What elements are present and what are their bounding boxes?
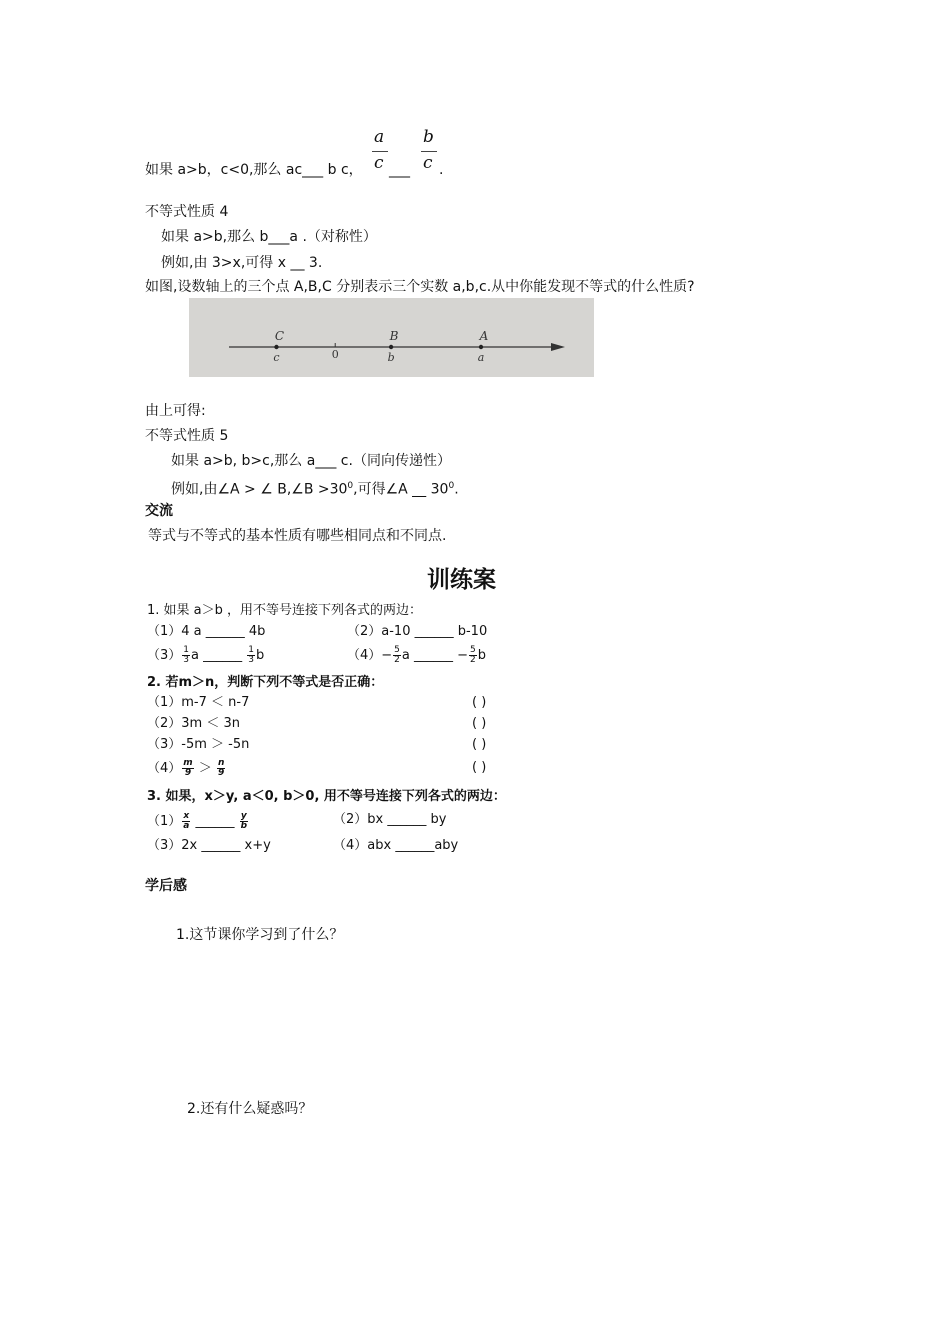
property4-line1: 如果 a>b,那么 b___a .（对称性）: [161, 229, 377, 245]
property5-line2: 例如,由∠A > ∠ B,∠B $>30^0$,可得∠A __ $30^0$.: [171, 481, 459, 498]
frac-a-denominator: c: [374, 153, 384, 173]
q2-item2: （2）3m ＜ 3n: [147, 716, 240, 731]
number-line-image: [189, 298, 594, 377]
fraction: $\frac{x}{a}$: [183, 811, 190, 831]
point-label-B: B: [389, 329, 399, 343]
property5-heading: 不等式性质 5: [145, 428, 229, 444]
q1-item3: （3） $\frac{1}{3}$ a ______ $\frac{1}{3}$ b: [147, 645, 265, 665]
q2-answer-paren-1[interactable]: ( ): [472, 695, 487, 710]
q2-stem: 2. 若m＞n，判断下列不等式是否正确：: [147, 675, 384, 690]
q3-item4: （4）abx ______aby: [333, 838, 459, 853]
reflection-heading: 学后感: [145, 878, 187, 894]
q3-item1: （1） $\frac{x}{a}$ ______ $\frac{y}{b}$: [147, 811, 248, 831]
frac-b-denominator: c: [423, 153, 433, 173]
fraction: $\frac{5}{2}$: [470, 645, 476, 665]
frac-b-numerator: b: [423, 127, 434, 147]
exchange-heading: 交流: [145, 503, 173, 519]
zero-label: 0: [331, 348, 339, 361]
point-label-C: C: [274, 329, 285, 343]
point-label-A: A: [479, 329, 489, 343]
q2-answer-paren-2[interactable]: ( ): [472, 716, 487, 731]
number-line-point-B: [389, 345, 393, 349]
q3-item3: （3）2x ______ x+y: [147, 838, 271, 853]
q1-item4: （4）− $\frac{5}{2}$ a ______ − $\frac{5}{2}$ b: [347, 645, 487, 665]
q2-answer-paren-3[interactable]: ( ): [472, 737, 487, 752]
frac-a-bar: [372, 151, 388, 152]
exchange-text: 等式与不等式的基本性质有哪些相同点和不同点.: [148, 528, 447, 544]
q1-item2: （2）a-10 ______ b-10: [347, 624, 488, 639]
frac-a-numerator: a: [374, 127, 385, 147]
fraction: $\frac{m}{9}$: [183, 758, 193, 778]
conclusion-intro: 由上可得:: [145, 403, 206, 419]
fraction: $\frac{n}{9}$: [217, 758, 225, 778]
q2-item1: （1）m-7 ＜ n-7: [147, 695, 250, 710]
training-title: 训练案: [427, 567, 496, 593]
number-line-point-C: [274, 345, 278, 349]
fraction: $\frac{1}{3}$: [248, 645, 254, 665]
fraction: $\frac{5}{2}$: [394, 645, 400, 665]
q2-answer-paren-4[interactable]: ( ): [472, 760, 487, 775]
fraction: $\frac{y}{b}$: [240, 811, 248, 831]
q1-item1: （1）4 a ______ 4b: [147, 624, 266, 639]
property4-line2: 例如,由 3>x,可得 x __ 3.: [161, 255, 323, 271]
axis-arrow: [551, 343, 565, 351]
point-value-b: b: [387, 351, 395, 364]
q3-item2: （2）bx ______ by: [333, 812, 447, 827]
fraction: $\frac{1}{3}$: [183, 645, 190, 665]
point-value-c: c: [273, 351, 280, 364]
property4-heading: 不等式性质 4: [145, 204, 229, 220]
reflection-question-2: 2.还有什么疑惑吗？: [187, 1101, 313, 1117]
property3-line: 如果 a>b，c<0,那么 ac___ b c，: [145, 162, 363, 178]
number-line-point-A: [479, 345, 483, 349]
property3-end: .: [439, 162, 444, 178]
figure-question: 如图,设数轴上的三个点 A,B,C 分别表示三个实数 a,b,c.从中你能发现不等式的什么性质?: [145, 279, 695, 295]
number-line-svg: [189, 298, 594, 377]
point-value-a: a: [477, 351, 485, 364]
q3-stem: 3. 如果，x＞y, a＜0, b＞0, 用不等号连接下列各式的两边：: [147, 789, 506, 804]
q2-item3: （3）-5m ＞ -5n: [147, 737, 250, 752]
reflection-question-1: 1.这节课你学习到了什么？: [176, 927, 344, 943]
q1-stem: 1. 如果 a＞b ，用不等号连接下列各式的两边：: [147, 603, 423, 618]
q2-item4: （4） $\frac{m}{9}$ ＞ $\frac{n}{9}$: [147, 758, 225, 778]
property3-blank2: ___: [389, 162, 410, 178]
frac-b-bar: [421, 151, 437, 152]
property5-line1: 如果 a>b, b>c,那么 a___ c.（同向传递性）: [171, 453, 451, 469]
